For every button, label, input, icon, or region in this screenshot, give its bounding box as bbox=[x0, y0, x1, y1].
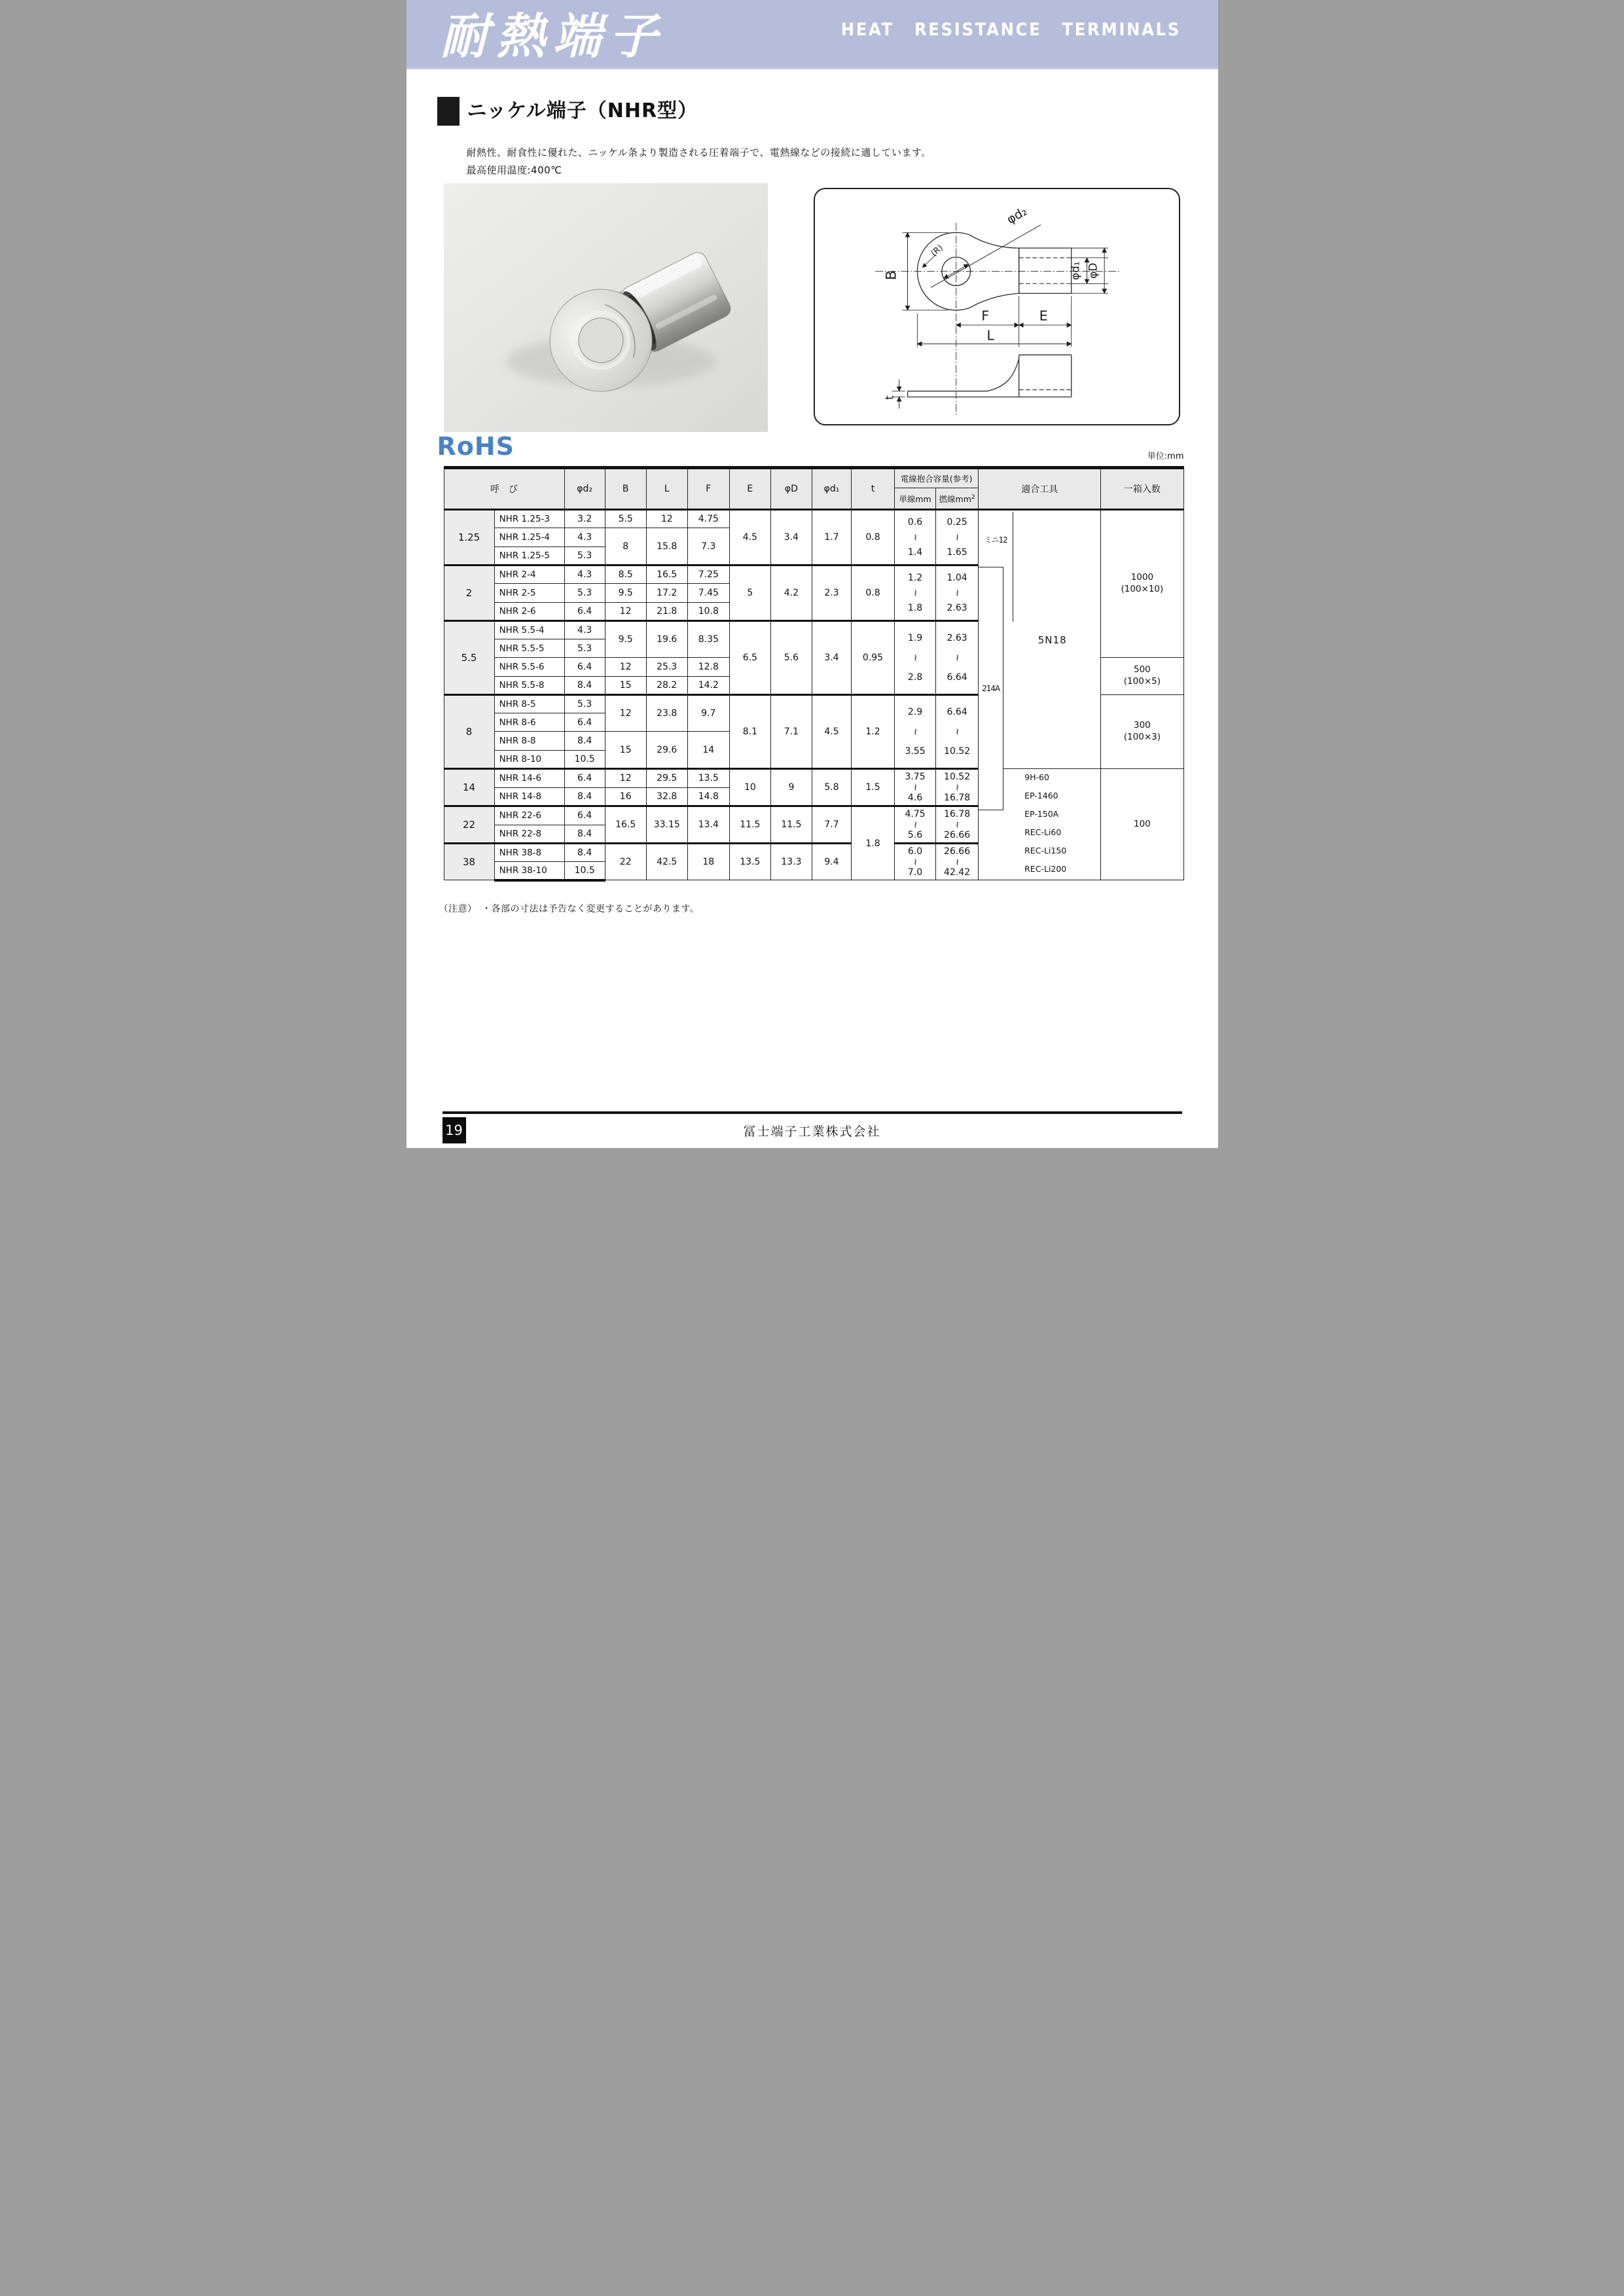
cell-model: NHR 8-10 bbox=[494, 751, 564, 769]
section-description bbox=[467, 144, 931, 179]
cell-phiD: 5.6 bbox=[770, 621, 812, 695]
cell-phid2: 8.4 bbox=[564, 844, 605, 862]
cell-l: 17.2 bbox=[646, 584, 687, 602]
cell-strand-range: 16.78 ~ 26.66 bbox=[936, 806, 979, 844]
tool-item: REC-Li60 bbox=[1024, 827, 1062, 837]
cell-solid-range: 4.75 ~ 5.6 bbox=[895, 806, 936, 844]
cell-model: NHR 2-5 bbox=[494, 584, 564, 602]
col-header-f: F bbox=[687, 468, 729, 510]
footer-rule bbox=[442, 1111, 1182, 1114]
cell-f: 7.3 bbox=[687, 528, 729, 565]
cell-phid2: 6.4 bbox=[564, 769, 605, 788]
cell-size: 22 bbox=[444, 806, 494, 844]
cell-model: NHR 8-6 bbox=[494, 713, 564, 732]
cell-phid2: 5.3 bbox=[564, 695, 605, 713]
cell-e: 4.5 bbox=[729, 510, 770, 565]
tool-5n18: 5N18 bbox=[1038, 634, 1067, 646]
cell-tools bbox=[979, 510, 1101, 880]
cell-phiD: 3.4 bbox=[770, 510, 812, 565]
col-header-t: t bbox=[851, 468, 894, 510]
cell-t: 0.8 bbox=[851, 565, 894, 621]
col-header-tool: 適合工具 bbox=[979, 468, 1101, 510]
cell-l: 32.8 bbox=[646, 787, 687, 806]
cell-box-qty: 300 (100×3) bbox=[1101, 695, 1183, 769]
page-number: 19 bbox=[442, 1117, 466, 1143]
cell-f: 12.8 bbox=[687, 658, 729, 677]
cell-model: NHR 1.25-4 bbox=[494, 528, 564, 547]
cell-model: NHR 8-8 bbox=[494, 732, 564, 751]
cell-box-qty: 1000 (100×10) bbox=[1101, 510, 1183, 658]
cell-b: 22 bbox=[605, 844, 646, 880]
cell-b: 5.5 bbox=[605, 510, 646, 528]
cell-size: 1.25 bbox=[444, 510, 494, 565]
cell-size: 14 bbox=[444, 769, 494, 806]
cell-phid2: 5.3 bbox=[564, 547, 605, 565]
dim-label-f: F bbox=[981, 308, 989, 324]
cell-phid2: 5.3 bbox=[564, 584, 605, 602]
cell-model: NHR 22-6 bbox=[494, 806, 564, 825]
cell-phid1: 3.4 bbox=[812, 621, 851, 695]
cell-phiD: 11.5 bbox=[770, 806, 812, 844]
cell-e: 6.5 bbox=[729, 621, 770, 695]
dim-label-t: t bbox=[882, 395, 896, 400]
cell-b: 12 bbox=[605, 658, 646, 677]
cell-t: 1.2 bbox=[851, 695, 894, 769]
cell-f: 14 bbox=[687, 732, 729, 769]
col-header-phid1: φd₁ bbox=[812, 468, 851, 510]
cell-strand-range: 10.52 ~ 16.78 bbox=[936, 769, 979, 806]
cell-l: 25.3 bbox=[646, 658, 687, 677]
cell-phid2: 5.3 bbox=[564, 639, 605, 658]
cell-f: 7.25 bbox=[687, 565, 729, 584]
cell-l: 23.8 bbox=[646, 695, 687, 732]
dim-label-b: B bbox=[883, 270, 900, 280]
cell-model: NHR 8-5 bbox=[494, 695, 564, 713]
col-header-strand: 撚線$mm^2$ bbox=[936, 488, 979, 510]
cell-size: 38 bbox=[444, 844, 494, 880]
cell-b: 9.5 bbox=[605, 584, 646, 602]
cell-f: 14.2 bbox=[687, 677, 729, 695]
cell-t: 0.95 bbox=[851, 621, 894, 695]
cell-phiD: 7.1 bbox=[770, 695, 812, 769]
cell-size: 5.5 bbox=[444, 621, 494, 695]
cell-f: 7.45 bbox=[687, 584, 729, 602]
tool-item: REC-Li150 bbox=[1024, 846, 1067, 855]
cell-size: 8 bbox=[444, 695, 494, 769]
cell-f: 13.5 bbox=[687, 769, 729, 788]
cell-model: NHR 38-10 bbox=[494, 862, 564, 880]
tool-item: EP-1460 bbox=[1024, 791, 1058, 800]
col-header-l: L bbox=[646, 468, 687, 510]
cell-strand-range: 26.66 ~ 42.42 bbox=[936, 844, 979, 880]
col-header-name: 呼 び bbox=[444, 468, 564, 510]
tool-item: EP-150A bbox=[1024, 809, 1059, 819]
cell-strand-range: 6.64 ~ 10.52 bbox=[936, 695, 979, 769]
cell-l: 29.6 bbox=[646, 732, 687, 769]
col-header-capacity: 電線抱合容量(参考) bbox=[895, 468, 979, 488]
footnote: （注意） ・各部の寸法は予告なく変更することがあります。 bbox=[439, 904, 700, 914]
dim-label-l: L bbox=[986, 327, 994, 344]
cell-phid2: 3.2 bbox=[564, 510, 605, 528]
cell-solid-range: 0.6 ~ 1.4 bbox=[895, 510, 936, 565]
cell-e: 13.5 bbox=[729, 844, 770, 880]
cell-phid2: 4.3 bbox=[564, 621, 605, 639]
col-header-phid2: φd₂ bbox=[564, 468, 605, 510]
cell-b: 12 bbox=[605, 769, 646, 788]
cell-e: 10 bbox=[729, 769, 770, 806]
cell-model: NHR 2-4 bbox=[494, 565, 564, 584]
cell-strand-range: 2.63 ~ 6.64 bbox=[936, 621, 979, 695]
banner-title-en: HEAT RESISTANCE TERMINALS bbox=[841, 20, 1182, 40]
cell-f: 13.4 bbox=[687, 806, 729, 844]
cell-phid1: 7.7 bbox=[812, 806, 851, 844]
cell-solid-range: 6.0 ~ 7.0 bbox=[895, 844, 936, 880]
cell-model: NHR 5.5-4 bbox=[494, 621, 564, 639]
cell-t: 1.8 bbox=[851, 806, 894, 880]
product-photo bbox=[444, 183, 768, 432]
dim-label-phiD: φD bbox=[1085, 262, 1099, 279]
cell-b: 12 bbox=[605, 602, 646, 620]
tool-214a: 214A bbox=[979, 567, 1003, 810]
col-header-phiD: φD bbox=[770, 468, 812, 510]
cell-phiD: 9 bbox=[770, 769, 812, 806]
description-line: 耐熱性、耐食性に優れた、ニッケル条より製造される圧着端子で、電熱線などの接続に適しています。 bbox=[466, 147, 931, 158]
cell-phiD: 4.2 bbox=[770, 565, 812, 621]
description-line: 最高使用温度:400℃ bbox=[466, 164, 562, 176]
cell-box-qty: 100 bbox=[1101, 769, 1183, 880]
cell-phid2: 6.4 bbox=[564, 713, 605, 732]
cell-f: 10.8 bbox=[687, 602, 729, 620]
spec-table bbox=[444, 466, 1184, 882]
cell-l: 19.6 bbox=[646, 621, 687, 658]
cell-phid2: 8.4 bbox=[564, 732, 605, 751]
cell-box-qty: 500 (100×5) bbox=[1101, 658, 1183, 695]
section-heading bbox=[437, 97, 698, 126]
cell-b: 15 bbox=[605, 732, 646, 769]
dim-label-e: E bbox=[1039, 308, 1048, 324]
cell-l: 28.2 bbox=[646, 677, 687, 695]
cell-model: NHR 5.5-5 bbox=[494, 639, 564, 658]
cell-l: 15.8 bbox=[646, 528, 687, 565]
cell-phid2: 8.4 bbox=[564, 677, 605, 695]
cell-phid2: 4.3 bbox=[564, 528, 605, 547]
cell-model: NHR 14-6 bbox=[494, 769, 564, 788]
cell-b: 8 bbox=[605, 528, 646, 565]
cell-model: NHR 5.5-8 bbox=[494, 677, 564, 695]
cell-l: 16.5 bbox=[646, 565, 687, 584]
cell-model: NHR 1.25-5 bbox=[494, 547, 564, 565]
tool-item: 9H-60 bbox=[1024, 772, 1049, 782]
cell-phid2: 8.4 bbox=[564, 825, 605, 844]
cell-size: 2 bbox=[444, 565, 494, 621]
cell-phid1: 1.7 bbox=[812, 510, 851, 565]
cell-model: NHR 38-8 bbox=[494, 844, 564, 862]
cell-l: 12 bbox=[646, 510, 687, 528]
heading-square-icon bbox=[437, 97, 460, 126]
cell-phid2: 6.4 bbox=[564, 806, 605, 825]
cell-b: 8.5 bbox=[605, 565, 646, 584]
company-name: 冨士端子工業株式会社 bbox=[743, 1124, 881, 1139]
cell-phid2: 8.4 bbox=[564, 787, 605, 806]
cell-l: 42.5 bbox=[646, 844, 687, 880]
col-header-e: E bbox=[729, 468, 770, 510]
col-header-b: B bbox=[605, 468, 646, 510]
dim-label-phid1: φd₁ bbox=[1068, 261, 1082, 280]
cell-phid1: 2.3 bbox=[812, 565, 851, 621]
cell-model: NHR 22-8 bbox=[494, 825, 564, 844]
dim-label-r: (R) bbox=[929, 243, 945, 259]
cell-b: 16 bbox=[605, 787, 646, 806]
cell-phid2: 10.5 bbox=[564, 862, 605, 880]
cell-model: NHR 14-8 bbox=[494, 787, 564, 806]
cell-f: 8.35 bbox=[687, 621, 729, 658]
page-banner bbox=[406, 0, 1218, 69]
cell-f: 4.75 bbox=[687, 510, 729, 528]
tool-mini12: ミニ12 bbox=[984, 535, 1007, 545]
cell-phid1: 9.4 bbox=[812, 844, 851, 880]
cell-strand-range: 1.04 ~ 2.63 bbox=[936, 565, 979, 621]
cell-e: 8.1 bbox=[729, 695, 770, 769]
cell-f: 9.7 bbox=[687, 695, 729, 732]
cell-model: NHR 2-6 bbox=[494, 602, 564, 620]
cell-phiD: 13.3 bbox=[770, 844, 812, 880]
cell-solid-range: 1.2 ~ 1.8 bbox=[895, 565, 936, 621]
cell-t: 0.8 bbox=[851, 510, 894, 565]
cell-e: 11.5 bbox=[729, 806, 770, 844]
rohs-logo: RoHS bbox=[437, 432, 515, 461]
col-header-box: 一箱入数 bbox=[1101, 468, 1183, 510]
section-title: ニッケル端子（NHR型） bbox=[467, 99, 698, 122]
cell-solid-range: 3.75 ~ 4.6 bbox=[895, 769, 936, 806]
col-header-solid: 単線mm bbox=[895, 488, 936, 510]
cell-solid-range: 2.9 ~ 3.55 bbox=[895, 695, 936, 769]
dim-label-phid2: φd₂ bbox=[1004, 204, 1030, 227]
cell-phid2: 6.4 bbox=[564, 658, 605, 677]
unit-note: 単位:mm bbox=[1147, 452, 1184, 461]
cell-b: 16.5 bbox=[605, 806, 646, 844]
tool-item: REC-Li200 bbox=[1024, 864, 1067, 874]
cell-t: 1.5 bbox=[851, 769, 894, 806]
cell-strand-range: 0.25 ~ 1.65 bbox=[936, 510, 979, 565]
cell-b: 15 bbox=[605, 677, 646, 695]
cell-phid1: 5.8 bbox=[812, 769, 851, 806]
cell-phid2: 10.5 bbox=[564, 751, 605, 769]
technical-drawing bbox=[814, 188, 1180, 425]
cell-e: 5 bbox=[729, 565, 770, 621]
cell-model: NHR 5.5-6 bbox=[494, 658, 564, 677]
cell-f: 18 bbox=[687, 844, 729, 880]
cell-phid1: 4.5 bbox=[812, 695, 851, 769]
cell-model: NHR 1.25-3 bbox=[494, 510, 564, 528]
cell-solid-range: 1.9 ~ 2.8 bbox=[895, 621, 936, 695]
cell-l: 33.15 bbox=[646, 806, 687, 844]
cell-phid2: 6.4 bbox=[564, 602, 605, 620]
cell-l: 29.5 bbox=[646, 769, 687, 788]
cell-b: 12 bbox=[605, 695, 646, 732]
cell-f: 14.8 bbox=[687, 787, 729, 806]
cell-l: 21.8 bbox=[646, 602, 687, 620]
tool-list bbox=[1003, 768, 1100, 878]
cell-phid2: 4.3 bbox=[564, 565, 605, 584]
cell-b: 9.5 bbox=[605, 621, 646, 658]
catalog-page bbox=[406, 0, 1218, 1148]
banner-title-jp: 耐熱端子 bbox=[440, 9, 666, 65]
